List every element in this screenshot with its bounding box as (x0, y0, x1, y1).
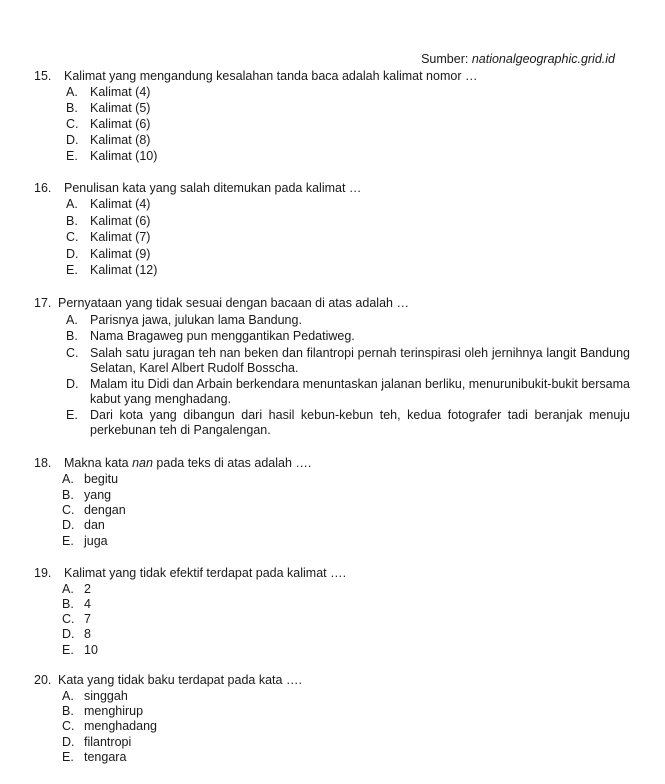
option-text: menghadang (84, 719, 157, 733)
option-text: Kalimat (4) (90, 85, 151, 99)
option-text: filantropi (84, 735, 132, 749)
option-text: 4 (84, 597, 91, 611)
option-text: 10 (84, 643, 98, 657)
option-text: menghirup (84, 704, 144, 718)
option-letter: E. (62, 534, 74, 548)
option-text: Parisnya jawa, julukan lama Bandung. (90, 313, 302, 327)
option-letter: C. (66, 230, 79, 244)
option-text: Kalimat (4) (90, 197, 151, 211)
question-text: Kata yang tidak baku terdapat pada kata …. (58, 673, 302, 687)
source-site: nationalgeographic.grid.id (471, 52, 615, 66)
option-text: Kalimat (6) (90, 214, 151, 228)
option-letter: B. (66, 101, 78, 115)
option-text: Kalimat (8) (90, 133, 151, 147)
option-letter: E. (62, 750, 74, 764)
option-letter: C. (66, 346, 79, 360)
option-letter: E. (66, 408, 78, 422)
option-letter: E. (62, 643, 74, 657)
source-credit (421, 52, 615, 66)
option-letter: B. (62, 704, 74, 718)
question-text-after: pada teks di atas adalah …. (152, 456, 312, 470)
option-text: tengara (84, 750, 127, 764)
option-text: begitu (84, 472, 119, 486)
source-label: Sumber: (421, 52, 469, 66)
question-number: 17. (34, 296, 52, 310)
option-letter: A. (62, 472, 74, 486)
question-number: 19. (34, 566, 52, 580)
option-text: dan (84, 518, 105, 532)
option-letter: C. (62, 612, 75, 626)
option-text: Malam itu Didi dan Arbain berkendara menuntaskan jalanan berliku, menurunibukit-bukit bersama kabut yang menghadang. (90, 377, 630, 406)
option-text: Kalimat (5) (90, 101, 151, 115)
option-letter: B. (62, 488, 74, 502)
question-text-before: Makna kata (64, 456, 133, 470)
option-letter: E. (66, 263, 78, 277)
option-letter: D. (62, 627, 75, 641)
question-number: 16. (34, 181, 52, 195)
question-text: Pernyataan yang tidak sesuai dengan bacaan di atas adalah … (58, 296, 409, 310)
option-text: 2 (84, 582, 91, 596)
option-text: dengan (84, 503, 126, 517)
option-letter: A. (66, 313, 78, 327)
option-text: 7 (84, 612, 91, 626)
option-letter: A. (66, 85, 78, 99)
option-text: singgah (84, 689, 128, 703)
option-letter: E. (66, 149, 78, 163)
question-stem (34, 673, 302, 687)
question-stem (34, 456, 311, 470)
option-letter: B. (66, 214, 78, 228)
option-text: Kalimat (12) (90, 263, 158, 277)
question-italic-word: nan (132, 456, 153, 470)
option-text: Kalimat (7) (90, 230, 151, 244)
question-number: 20. (34, 673, 52, 687)
question-stem (34, 69, 477, 83)
option-text: juga (84, 534, 108, 548)
question-text: Penulisan kata yang salah ditemukan pada kalimat … (64, 181, 362, 195)
option-text: yang (84, 488, 112, 502)
question-stem (34, 566, 346, 580)
option-text: Kalimat (6) (90, 117, 151, 131)
option-letter: C. (66, 117, 79, 131)
question-text: Kalimat yang mengandung kesalahan tanda baca adalah kalimat nomor … (64, 69, 478, 83)
question-number: 18. (34, 456, 52, 470)
option-letter: C. (62, 719, 75, 733)
question-number: 15. (34, 69, 52, 83)
option-text: 8 (84, 627, 91, 641)
question-stem (34, 181, 361, 195)
option-letter: C. (62, 503, 75, 517)
option-letter: D. (62, 518, 75, 532)
option-letter: B. (62, 597, 74, 611)
option-text: Nama Bragaweg pun menggantikan Pedatiweg. (90, 329, 355, 343)
option-text: Salah satu juragan teh nan beken dan filantropi pernah terinspirasi oleh jernihnya langit Bandung Selatan, Karel Albert Rudolf Bosscha. (90, 346, 630, 375)
option-letter: D. (62, 735, 75, 749)
option-letter: B. (66, 329, 78, 343)
option-letter: A. (66, 197, 78, 211)
option-letter: A. (62, 582, 74, 596)
option-letter: D. (66, 133, 79, 147)
question-text: Kalimat yang tidak efektif terdapat pada kalimat …. (64, 566, 347, 580)
option-text: Kalimat (10) (90, 149, 158, 163)
option-letter: D. (66, 377, 79, 391)
option-letter: A. (62, 689, 74, 703)
option-text: Kalimat (9) (90, 247, 151, 261)
question-stem (34, 296, 409, 310)
option-letter: D. (66, 247, 79, 261)
option-text: Dari kota yang dibangun dari hasil kebun-kebun teh, kedua fotografer tadi beranjak menuju perkebunan teh di Pangalengan. (90, 408, 630, 437)
